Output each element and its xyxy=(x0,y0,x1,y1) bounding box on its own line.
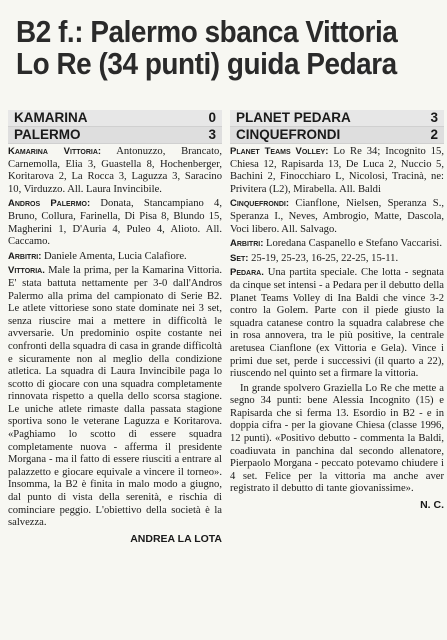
left-roster1: Antonuzzo, Brancato, Carnemolla, Elia 3, Guastella 8, Hochenberger, Koritarova 2, La Rocca 3, Laguzza 3, Saracino 10, Virduzzo. All. Laura Invincibile. xyxy=(8,146,223,195)
left-team2-score: 3 xyxy=(208,127,216,142)
headline-line-1: B2 f.: Palermo sbanca Vittoria xyxy=(16,14,398,49)
right-roster1-label: Planet Teams Volley: xyxy=(230,146,329,157)
left-referees-label: Arbitri: xyxy=(8,250,42,262)
left-body xyxy=(8,146,222,545)
left-article-place: Vittoria. xyxy=(8,265,45,277)
left-referees: Daniele Amenta, Lucia Calafiore. xyxy=(41,250,187,262)
left-team2-name: PALERMO xyxy=(14,127,81,142)
right-article1: Una partita speciale. Che lotta - segnata da cinque set intensi - a Pedara per il debutto della Planet Teams Volley di Ina Baldi che vince 3-2 contro la Golem. Parte con il piede giusto la squadra catanese contro la squadra calabrese che in rosa annovera, tra le più positive, la centrale aretusea Cianflone (ex Vittoria e Gela). Vince i primi due set, perde i successivi (il quarto a 22), riuscendo nel quinto set a firmare la vittoria. xyxy=(230,267,444,380)
right-author: N. C. xyxy=(420,499,444,512)
headline-line-2: Lo Re (34 punti) guida Pedara xyxy=(16,46,397,81)
right-roster1: Lo Re 34; Incognito 15, Chiesa 12, Rapisarda 13, De Luca 2, Nuccio 5, Bachini 2, Finocchiaro L, Nicolosi, Tracinà, ne: Privitera (L2), Mirabella. All. Baldi xyxy=(230,146,444,195)
left-roster1-label: Kamarina Vittoria: xyxy=(8,146,102,157)
right-body xyxy=(230,146,444,512)
right-roster2: Cianflone, Nielsen, Speranza S., Speranza I., Neves, Ambrogio, Matte, Dascola, Voci libero. All. Salvago. xyxy=(230,198,444,235)
right-team2-name: CINQUEFRONDI xyxy=(236,127,341,142)
left-team1-name: KAMARINA xyxy=(14,110,88,125)
right-referees-label: Arbitri: xyxy=(230,238,264,250)
left-team1-row xyxy=(8,110,222,127)
right-team2-score: 2 xyxy=(430,127,438,142)
left-article: Male la prima, per la Kamarina Vittoria. E' stata battuta nettamente per 3-0 dall'Andros Palermo alla prima del campionato di Serie B2. Le atlete vittoriese sono state dominate nei 3 set, senza riuscire mai a mettere in difficoltà le avversarie. Un predominio ospite costante nei confronti della squadra di casa in grande difficoltà e sicuramente non al meglio della condizione atletica. La squadra di Laura Invincibile paga lo scotto di giocare con una squadra completamente rinnovata rispetto a quella dello scorsa stagione. Le uniche atlete rimaste dalla passata stagione sportiva sono le veterane Laguzza e Koritarova. «Paghiamo lo scotto di essere squadra completamente nuova - afferma il presidente Morgana - ma il fatto di essere riusciti a entrare al palazzetto e giocare equivale a vincere il torneo». Insomma, la B2 è finita in malo modo a giugno, dal punto di vista della serenità, e rischia di cominciare peggio. L'obiettivo della società è la salvezza. xyxy=(8,265,222,529)
right-roster2-label: Cinquefrondi: xyxy=(230,198,290,210)
right-article-place: Pedara. xyxy=(230,267,264,279)
left-author: ANDREA LA LOTA xyxy=(130,532,222,545)
left-team2-row xyxy=(8,127,222,144)
left-roster2-label: Andros Palermo: xyxy=(8,198,91,210)
right-article2: In grande spolvero Graziella Lo Re che mette a segno 34 punti: bene Alessia Incognito (15) e Rapisarda che si ferma 13. Esordio in B2 - e in doppia cifra - per la giovane Chiesa (classe 1996, 12 punti). «Positivo debutto - commenta la Baldi, coadiuvata in panchina dal secondo allenatore, Pierpaolo Morgana - peccato potevamo chiudere i 4 set. Felice per la vittoria ma anche aver registrato il debutto di tante giovanissime». xyxy=(230,382,444,495)
right-team1-score: 3 xyxy=(430,110,438,125)
headline xyxy=(16,16,397,80)
right-referees: Loredana Caspanello e Stefano Vaccarisi. xyxy=(263,238,443,250)
left-roster2: Donata, Stancampiano 4, Bruno, Collura, Farinella, Di Pisa 8, Blundo 15, Magherini 1, D'Auria 4, Puleo 4, Alioto. All. Caccamo. xyxy=(8,198,222,248)
right-sets: 25-19, 25-23, 16-25, 22-25, 15-11. xyxy=(248,252,399,264)
right-sets-label: Set: xyxy=(230,252,249,264)
left-column xyxy=(8,110,222,545)
right-team1-name: PLANET PEDARA xyxy=(236,110,351,125)
right-team2-row xyxy=(230,127,444,144)
columns xyxy=(8,110,444,545)
right-team1-row xyxy=(230,110,444,127)
right-column xyxy=(230,110,444,545)
left-team1-score: 0 xyxy=(208,110,216,125)
